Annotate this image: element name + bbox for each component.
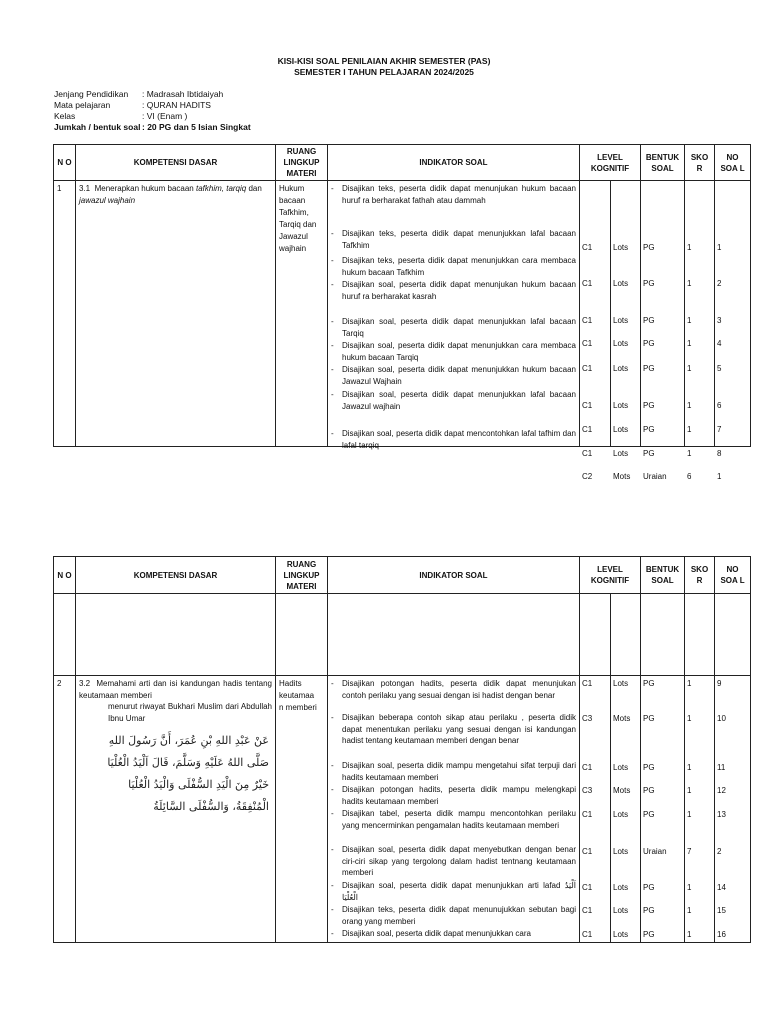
col-header-indikator: INDIKATOR SOAL xyxy=(328,557,580,594)
bentuk-value: PG xyxy=(643,714,655,723)
empty-cell xyxy=(580,594,611,676)
row-number xyxy=(54,676,76,943)
col-header-nosoal: NO SOA L xyxy=(715,557,751,594)
skor-value: 1 xyxy=(687,279,692,288)
kd-text xyxy=(79,183,272,206)
col-header-bentuk: BENTUK SOAL xyxy=(641,557,685,594)
col-header-nosoal: NO SOA L xyxy=(715,145,751,181)
indicator-item: Disajikan soal, peserta didik dapat mencontohkan lafal tafhim dan lafal tarqiq xyxy=(342,429,576,450)
level-type: Lots xyxy=(613,279,629,288)
nosoal-value: 11 xyxy=(717,763,726,772)
indicator-item: Disajikan teks, peserta didik dapat menunujukkan sebutan bagi orang yang memberi xyxy=(342,905,576,926)
info-value: : QURAN HADITS xyxy=(142,100,211,110)
indicator-item: Disajikan teks, peserta didik dapat menunjukkan lafal bacaan Tafkhim xyxy=(342,229,576,250)
bentuk-value: Uraian xyxy=(643,472,667,481)
arabic-line: عَنْ عَبْدِ اللهِ بْنِ عُمَرَ، أَنَّ رَسُولَ اللهِ xyxy=(108,734,269,747)
col-header-kd: KOMPETENSI DASAR xyxy=(76,145,276,181)
level-type: Lots xyxy=(613,364,629,373)
empty-cell xyxy=(685,594,715,676)
col-header-bentuk: BENTUK SOAL xyxy=(641,145,685,181)
ruang-cell xyxy=(276,181,328,447)
ruang-line: wajhain xyxy=(279,244,307,253)
level-code: C1 xyxy=(582,425,593,434)
skor-value: 1 xyxy=(687,714,692,723)
indicator-item: Disajikan soal, peserta didik dapat menunjukkan lafal bacaan Jawazul wajhain xyxy=(342,390,576,411)
skor-cell xyxy=(685,181,715,481)
bentuk-value: PG xyxy=(643,401,655,410)
skor-value: 1 xyxy=(687,243,692,252)
col-header-skor: SKO R xyxy=(685,557,715,594)
nosoal-value: 15 xyxy=(717,906,726,915)
skor-value: 1 xyxy=(687,401,692,410)
info-value: : Madrasah Ibtidaiyah xyxy=(142,89,224,99)
level-type: Lots xyxy=(613,243,629,252)
skor-value: 1 xyxy=(687,449,692,458)
level-type: Lots xyxy=(613,906,629,915)
hadith-arabic-text xyxy=(82,730,269,818)
nosoal-value: 2 xyxy=(717,279,722,288)
nosoal-value: 7 xyxy=(717,425,722,434)
col-header-ruang: RUANG LINGKUP MATERI xyxy=(276,557,328,594)
level-type: Mots xyxy=(613,786,631,795)
document-subtitle: SEMESTER I TAHUN PELAJARAN 2024/2025 xyxy=(294,67,474,77)
nosoal-value: 14 xyxy=(717,883,726,892)
info-label: Jenjang Pendidikan xyxy=(54,89,129,99)
nosoal-value: 10 xyxy=(717,714,726,723)
level-code: C3 xyxy=(582,786,593,795)
info-value: : 20 PG dan 5 Isian Singkat xyxy=(142,122,251,132)
info-kelas xyxy=(54,111,187,121)
ruang-line: Tafkhim, xyxy=(279,208,309,217)
indicator-bullet: - xyxy=(331,809,334,818)
ruang-line: Tarqiq dan xyxy=(279,220,317,229)
skor-cell xyxy=(685,676,715,943)
indicator-bullet: - xyxy=(331,256,334,265)
level-type: Mots xyxy=(613,472,631,481)
level-code: C1 xyxy=(582,810,593,819)
level-code: C1 xyxy=(582,679,593,688)
bentuk-value: PG xyxy=(643,243,655,252)
indicator-bullet: - xyxy=(331,905,334,914)
nosoal-value: 9 xyxy=(717,679,722,688)
level-type: Lots xyxy=(613,847,629,856)
nosoal-value: 1 xyxy=(717,472,722,481)
indicator-bullet: - xyxy=(331,881,334,890)
indicator-bullet: - xyxy=(331,229,334,238)
level-code: C1 xyxy=(582,316,593,325)
kd-text-c: dan xyxy=(246,184,262,193)
info-jenjang xyxy=(54,89,223,99)
indicator-item: Disajikan soal, peserta didik dapat menunjukkan lafal bacaan Tarqiq xyxy=(342,317,576,338)
skor-value: 1 xyxy=(687,786,692,795)
empty-cell xyxy=(76,594,276,676)
bentuk-value: PG xyxy=(643,316,655,325)
nosoal-value: 16 xyxy=(717,930,726,939)
nosoal-value: 1 xyxy=(717,243,722,252)
empty-cell xyxy=(641,594,685,676)
bentuk-cell xyxy=(641,181,685,481)
nosoal-value: 3 xyxy=(717,316,722,325)
info-label: Jumkah / bentuk soal xyxy=(54,122,141,132)
indicator-item: Disajikan beberapa contoh sikap atau perilaku , peserta didik dapat menentukan perilaku yang sesuai dengan isi kandungan hadist tentang keutamaan memberi dengan benar xyxy=(342,713,576,745)
kd-text-a: Menerapkan hukum bacaan xyxy=(94,184,196,193)
indicator-item: Disajikan soal, peserta didik dapat menunjukkan hukum bacaan Jawazul Wajhain xyxy=(342,365,576,386)
kisi-table-1 xyxy=(53,144,751,481)
skor-value: 1 xyxy=(687,763,692,772)
indicator-item: Disajikan soal, peserta didik dapat menunjukan hukum bacaan huruf ra berharakat kasrah xyxy=(342,280,576,301)
col-header-kd: KOMPETENSI DASAR xyxy=(76,557,276,594)
col-header-ruang: RUANG LINGKUP MATERI xyxy=(276,145,328,181)
indicator-bullet: - xyxy=(331,679,334,688)
level-code: C1 xyxy=(582,847,593,856)
indicator-bullet: - xyxy=(331,929,334,938)
table-row xyxy=(54,181,751,447)
kisi-table-2 xyxy=(53,556,751,943)
indicator-bullet: - xyxy=(331,761,334,770)
indicator-bullet: - xyxy=(331,184,334,193)
indicator-item: Disajikan soal, peserta didik mampu mengetahui sifat terpuji dari hadits keutamaan memberi xyxy=(342,761,576,782)
level-l-cell xyxy=(611,676,641,943)
skor-value: 7 xyxy=(687,847,692,856)
indicator-item: Disajikan soal, peserta didik dapat menyebutkan dengan benar ciri-ciri sikap yang tergolong dalam hadist tentnang keutamaan memberi xyxy=(342,845,576,877)
indicator-bullet: - xyxy=(331,280,334,289)
empty-cell xyxy=(611,594,641,676)
bentuk-value: PG xyxy=(643,763,655,772)
skor-value: 1 xyxy=(687,906,692,915)
bentuk-value: Uraian xyxy=(643,847,667,856)
skor-value: 1 xyxy=(687,930,692,939)
empty-cell xyxy=(715,594,751,676)
info-jumlah xyxy=(54,122,251,132)
level-code: C1 xyxy=(582,279,593,288)
ruang-line: Hadits xyxy=(279,679,302,688)
bentuk-value: PG xyxy=(643,906,655,915)
indicator-item: Disajikan potongan hadits, peserta didik dapat menunjukan contoh perilaku yang sesuai dengan isi hadist dengan benar xyxy=(342,679,576,700)
ruang-cell xyxy=(276,676,328,943)
skor-value: 1 xyxy=(687,316,692,325)
bentuk-value: PG xyxy=(643,339,655,348)
table-header-row xyxy=(54,557,751,594)
indicator-item: Disajikan teks, peserta didik dapat menunjukan hukum bacaan huruf ra berharakat fathah atau dammah xyxy=(342,184,576,205)
kd-text2: menurut riwayat Bukhari Muslim dari Abdullah Ibnu Umar xyxy=(108,702,272,723)
level-type: Lots xyxy=(613,401,629,410)
level-code: C1 xyxy=(582,401,593,410)
bentuk-value: PG xyxy=(643,810,655,819)
level-code: C1 xyxy=(582,364,593,373)
table-empty-row xyxy=(54,594,751,676)
col-header-no: N O xyxy=(54,145,76,181)
indikator-cell xyxy=(328,181,580,450)
arabic-line: الْمُنْفِقَةُ، وَالسُّفْلَى السَّائِلَةُ xyxy=(153,800,269,813)
level-c-cell xyxy=(580,181,611,481)
bentuk-value: PG xyxy=(643,679,655,688)
nosoal-value: 8 xyxy=(717,449,722,458)
indicator-bullet: - xyxy=(331,429,334,438)
document-title: KISI-KISI SOAL PENILAIAN AKHIR SEMESTER (PAS) xyxy=(277,56,491,66)
nosoal-cell xyxy=(715,181,751,481)
skor-value: 1 xyxy=(687,364,692,373)
level-type: Lots xyxy=(613,339,629,348)
kd-text xyxy=(79,678,272,701)
kd-text-b: tafkhim, tarqiq xyxy=(195,184,247,193)
bentuk-value: PG xyxy=(643,279,655,288)
col-header-indikator: INDIKATOR SOAL xyxy=(328,145,580,181)
ruang-line: n memberi xyxy=(279,703,317,712)
level-code: C1 xyxy=(582,763,593,772)
skor-value: 1 xyxy=(687,339,692,348)
level-type: Lots xyxy=(613,930,629,939)
info-label: Kelas xyxy=(54,111,76,121)
nosoal-value: 6 xyxy=(717,401,722,410)
row-number-text: 1 xyxy=(57,184,62,193)
indicator-item: Disajikan teks, peserta didik dapat menunjukkan cara membaca hukum bacaan Tafkhim xyxy=(342,256,576,277)
arabic-line: خَيْرٌ مِنَ الْيَدِ السُّفْلَى وَالْيَدُ الْعُلْيَا xyxy=(128,778,269,791)
bentuk-value: PG xyxy=(643,425,655,434)
row-number-text: 2 xyxy=(57,679,62,688)
skor-value: 1 xyxy=(687,883,692,892)
kd-text-d: jawazul wajhain xyxy=(79,195,136,205)
table-header-row xyxy=(54,145,751,181)
level-type: Lots xyxy=(613,883,629,892)
indicator-bullet: - xyxy=(331,317,334,326)
col-header-no: N O xyxy=(54,557,76,594)
ruang-line: keutamaa xyxy=(279,691,315,700)
empty-cell xyxy=(328,594,580,676)
nosoal-cell xyxy=(715,676,751,943)
nosoal-value: 4 xyxy=(717,339,722,348)
bentuk-value: PG xyxy=(643,786,655,795)
bentuk-cell xyxy=(641,676,685,943)
level-code: C1 xyxy=(582,930,593,939)
level-code: C1 xyxy=(582,906,593,915)
kd-text-main: Memahami arti dan isi kandungan hadis tentang keutamaan memberi xyxy=(79,679,272,700)
skor-value: 1 xyxy=(687,679,692,688)
indicator-bullet: - xyxy=(331,341,334,350)
level-type: Lots xyxy=(613,449,629,458)
indicator-item: Disajikan tabel, peserta didik mampu mencontohkan perilaku yang mencerminkan pengamalan hadits keutamaan memberi xyxy=(342,809,576,830)
col-header-skor: SKO R xyxy=(685,145,715,181)
nosoal-value: 13 xyxy=(717,810,726,819)
level-type: Lots xyxy=(613,316,629,325)
skor-value: 6 xyxy=(687,472,692,481)
kd-number: 3.1 xyxy=(79,184,91,193)
empty-cell xyxy=(276,594,328,676)
indicator-bullet: - xyxy=(331,713,334,722)
level-type: Lots xyxy=(613,810,629,819)
nosoal-value: 12 xyxy=(717,786,726,795)
level-type: Lots xyxy=(613,425,629,434)
bentuk-value: PG xyxy=(643,449,655,458)
indicator-item: Disajikan soal, peserta didik dapat menunjukkan cara membaca hukum bacaan Tarqiq xyxy=(342,341,576,362)
table-row xyxy=(54,676,751,943)
level-type: Mots xyxy=(613,714,631,723)
skor-value: 1 xyxy=(687,810,692,819)
nosoal-value: 5 xyxy=(717,364,722,373)
indicator-bullet: - xyxy=(331,390,334,399)
kd-cell xyxy=(76,676,276,943)
info-mapel xyxy=(54,100,211,110)
level-type: Lots xyxy=(613,763,629,772)
level-type: Lots xyxy=(613,679,629,688)
indicator-bullet: - xyxy=(331,365,334,374)
indicator-item: Disajikan soal, peserta didik dapat menunjukkan cara xyxy=(342,929,531,938)
ruang-line: Jawazul xyxy=(279,232,308,241)
ruang-line: bacaan xyxy=(279,196,306,205)
indikator-cell xyxy=(328,676,580,943)
arabic-line: صَلَّى اللهُ عَلَيْهِ وَسَلَّمَ، قَالَ اَلْيَدُ الْعُلْيَا xyxy=(107,756,269,769)
row-number xyxy=(54,181,76,447)
skor-value: 1 xyxy=(687,425,692,434)
info-label: Mata pelajaran xyxy=(54,100,111,110)
kd-cell xyxy=(76,181,276,447)
kd-text-cont xyxy=(108,701,272,724)
indicator-bullet: - xyxy=(331,845,334,854)
bentuk-value: PG xyxy=(643,883,655,892)
col-header-level: LEVEL KOGNITIF xyxy=(580,557,641,594)
ruang-line: Hukum xyxy=(279,184,305,193)
bentuk-value: PG xyxy=(643,930,655,939)
col-header-level: LEVEL KOGNITIF xyxy=(580,145,641,181)
kd-number: 3.2 xyxy=(79,679,91,688)
level-code: C1 xyxy=(582,883,593,892)
info-value: : VI (Enam ) xyxy=(142,111,188,121)
indicator-bullet: - xyxy=(331,785,334,794)
level-code: C1 xyxy=(582,339,593,348)
indicator-item: Disajikan potongan hadits, peserta didik mampu melengkapi hadits keutamaan memberi xyxy=(342,785,576,806)
level-code: C1 xyxy=(582,243,593,252)
empty-cell xyxy=(54,594,76,676)
level-c-cell xyxy=(580,676,611,943)
bentuk-value: PG xyxy=(643,364,655,373)
nosoal-value: 2 xyxy=(717,847,722,856)
indicator-item: Disajikan soal, peserta didik dapat menunjukkan arti lafad اَلْيَدُ الْعُلْيَا xyxy=(342,881,576,902)
level-code: C1 xyxy=(582,449,593,458)
level-l-cell xyxy=(611,181,641,481)
level-code: C3 xyxy=(582,714,593,723)
level-code: C2 xyxy=(582,472,593,481)
